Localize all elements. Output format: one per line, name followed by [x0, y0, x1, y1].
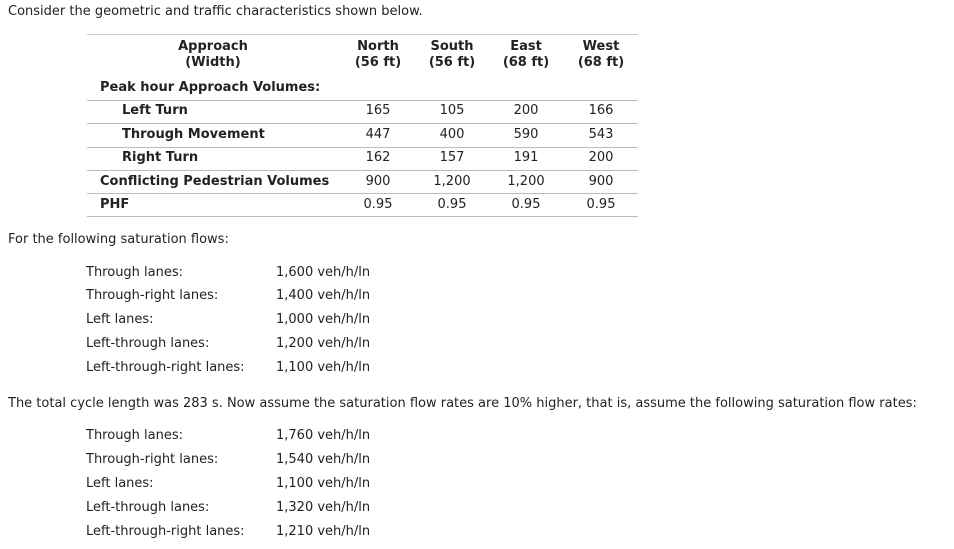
intro-text: Consider the geometric and traffic characteristics shown below. [8, 4, 423, 19]
header-west: West [582, 39, 620, 54]
cell-east-phf: 0.95 [511, 197, 541, 212]
sat2-value-left-through: 1,320 veh/h/ln [276, 500, 371, 515]
cell-north-right-turn: 162 [365, 150, 391, 165]
saturation-intro: For the following saturation flows: [8, 232, 229, 247]
row-label-right-turn: Right Turn [122, 150, 199, 165]
sat1-label-left: Left lanes: [86, 312, 154, 327]
cell-south-phf: 0.95 [437, 197, 467, 212]
row-divider [87, 147, 638, 148]
cell-west-right-turn: 200 [588, 150, 614, 165]
cell-east-pedestrian: 1,200 [507, 174, 545, 189]
sat1-label-through: Through lanes: [86, 265, 184, 280]
sat2-value-left: 1,100 veh/h/ln [276, 476, 371, 491]
row-divider [87, 170, 638, 171]
table-top-rule [87, 34, 638, 35]
row-label-through-movement: Through Movement [122, 127, 265, 142]
sat2-label-left: Left lanes: [86, 476, 154, 491]
header-south-width: (56 ft) [428, 55, 476, 70]
table-bottom-rule [87, 216, 638, 217]
cell-east-through: 590 [513, 127, 539, 142]
row-divider [87, 100, 638, 101]
cell-south-left-turn: 105 [439, 103, 465, 118]
sat2-label-through-right: Through-right lanes: [86, 452, 219, 467]
sat1-label-left-through: Left-through lanes: [86, 336, 210, 351]
sat1-label-left-through-right: Left-through-right lanes: [86, 360, 245, 375]
sat1-label-through-right: Through-right lanes: [86, 288, 219, 303]
cell-north-pedestrian: 900 [365, 174, 391, 189]
cell-east-left-turn: 200 [513, 103, 539, 118]
sat1-value-left-through-right: 1,100 veh/h/ln [276, 360, 371, 375]
cycle-length-text: The total cycle length was 283 s. Now assume the saturation flow rates are 10% higher, that is, assume the following saturation flow rates: [8, 396, 917, 411]
header-north: North [357, 39, 399, 54]
sat2-label-left-through-right: Left-through-right lanes: [86, 524, 245, 539]
cell-south-through: 400 [439, 127, 465, 142]
cell-west-through: 543 [588, 127, 614, 142]
cell-south-pedestrian: 1,200 [433, 174, 471, 189]
cell-west-pedestrian: 900 [588, 174, 614, 189]
sat2-label-left-through: Left-through lanes: [86, 500, 210, 515]
row-label-left-turn: Left Turn [122, 103, 188, 118]
cell-south-right-turn: 157 [439, 150, 465, 165]
sat1-value-through: 1,600 veh/h/ln [276, 265, 371, 280]
header-approach: Approach [178, 39, 248, 54]
sat1-value-left-through: 1,200 veh/h/ln [276, 336, 371, 351]
sat1-value-through-right: 1,400 veh/h/ln [276, 288, 371, 303]
section-label: Peak hour Approach Volumes: [100, 80, 321, 95]
header-north-width: (56 ft) [354, 55, 402, 70]
sat2-value-through: 1,760 veh/h/ln [276, 428, 371, 443]
cell-west-left-turn: 166 [588, 103, 614, 118]
row-divider [87, 193, 638, 194]
cell-east-right-turn: 191 [513, 150, 539, 165]
row-divider [87, 123, 638, 124]
sat2-value-through-right: 1,540 veh/h/ln [276, 452, 371, 467]
sat1-value-left: 1,000 veh/h/ln [276, 312, 371, 327]
header-east-width: (68 ft) [502, 55, 550, 70]
cell-north-through: 447 [365, 127, 391, 142]
cell-north-phf: 0.95 [363, 197, 393, 212]
header-south: South [430, 39, 474, 54]
header-width: (Width) [185, 55, 241, 70]
row-label-pedestrian: Conflicting Pedestrian Volumes [100, 174, 330, 189]
sat2-value-left-through-right: 1,210 veh/h/ln [276, 524, 371, 539]
header-east: East [510, 39, 542, 54]
cell-north-left-turn: 165 [365, 103, 391, 118]
header-west-width: (68 ft) [577, 55, 625, 70]
row-label-phf: PHF [100, 197, 130, 212]
sat2-label-through: Through lanes: [86, 428, 184, 443]
cell-west-phf: 0.95 [586, 197, 616, 212]
